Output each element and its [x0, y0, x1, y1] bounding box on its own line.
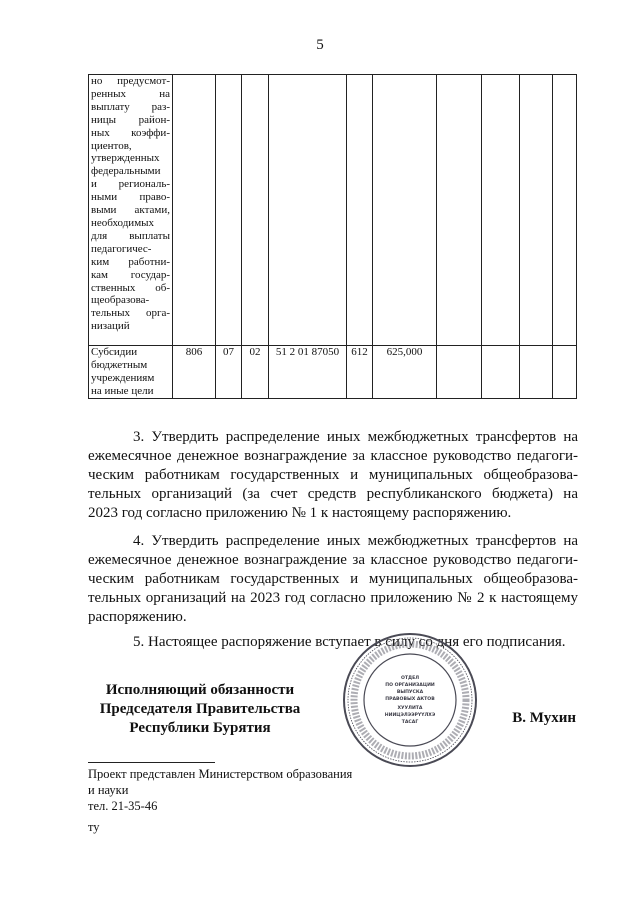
table-cell: [269, 75, 347, 346]
desc-line: ницы район-: [91, 113, 170, 126]
desc-line: кам государ-: [91, 268, 170, 281]
stamp-center-line: ТАСАГ: [401, 720, 419, 725]
table-cell: [520, 346, 553, 399]
desc-line: ким работни-: [91, 255, 170, 268]
table-cell: [242, 75, 269, 346]
paragraph-line: тельных организаций (за счет средств республиканского бюджета) на: [88, 486, 578, 502]
budget-table: [88, 74, 577, 399]
paragraph-line: 3. Утвердить распределение иных межбюджетных трансфертов на: [133, 429, 578, 445]
desc-line: и региональ-: [91, 178, 170, 191]
page-number: 5: [316, 37, 324, 53]
table-cell-amount: 625,000: [373, 346, 437, 399]
table-cell: [520, 75, 553, 346]
table-cell-subsection: 02: [242, 346, 269, 399]
desc-line: циентов,: [91, 139, 132, 152]
desc-line: тельных орга-: [91, 307, 170, 320]
footnote-divider: [88, 762, 215, 763]
desc-line: выми актами,: [91, 204, 170, 217]
table-cell: [482, 346, 520, 399]
desc-line: педагогичес-: [91, 242, 152, 255]
paragraph-line: 5. Настоящее распоряжение вступает в силу со дня его подписания.: [133, 634, 566, 650]
paragraph-line: 2023 год согласно приложению № 1 к настоящему распоряжению.: [88, 505, 512, 521]
table-cell: [437, 346, 482, 399]
desc-line: необходимых: [91, 216, 155, 229]
table-cell-section: 07: [216, 346, 242, 399]
signatory-title-line: Председателя Правительства: [99, 701, 301, 717]
desc-line: ных коэффи-: [91, 126, 170, 139]
stamp-center-line: ПО ОРГАНИЗАЦИИ: [385, 683, 435, 688]
table-cell-target-article: 51 2 01 87050: [269, 346, 347, 399]
signatory-name: В. Мухин: [512, 710, 576, 726]
signatory-title-line: Исполняющий обязанности: [105, 682, 295, 698]
paragraph-line: 4. Утвердить распределение иных межбюджетных трансфертов на: [133, 533, 578, 549]
desc-line: ственных об-: [91, 281, 170, 294]
paragraph-3: [88, 428, 578, 523]
desc-line: выплату раз-: [91, 100, 170, 113]
table-row: [89, 346, 577, 399]
footnote-line: тел. 21-35-46: [88, 799, 158, 813]
table-cell: [373, 75, 437, 346]
paragraph-line: тельных организаций на 2023 год согласно приложению № 2 к настоящему: [88, 590, 578, 606]
stamp-center-line: ОТДЕЛ: [400, 676, 420, 681]
desc-line: для выплаты: [91, 229, 170, 242]
desc-line: Субсидии: [91, 346, 138, 358]
paragraph-line: распоряжению.: [88, 609, 187, 625]
paragraph-line: ческим работникам государственных и муниципальных общеобразова-: [88, 467, 578, 483]
table-cell: [553, 75, 577, 346]
table-cell: [482, 75, 520, 346]
footnote: [88, 766, 352, 814]
paragraph-line: ческим работникам государственных и муниципальных общеобразова-: [88, 571, 578, 587]
row-description: [89, 75, 173, 346]
footnote-line: Проект представлен Министерством образования: [88, 767, 353, 781]
table-cell: [437, 75, 482, 346]
desc-line: учреждениям: [91, 371, 155, 384]
desc-line: но предусмот-: [91, 75, 170, 87]
paragraph-line: ежемесячное денежное вознаграждение за классное руководство педагоги-: [88, 448, 578, 464]
stamp-center-line: НИИЦЭЛЭЭРҮҮЛХЭ: [384, 713, 436, 718]
desc-line: бюджетным: [91, 358, 148, 371]
paragraph-5: [88, 633, 578, 652]
official-stamp: [340, 630, 480, 770]
table-cell-expense-type: 612: [347, 346, 373, 399]
row-description: [89, 346, 173, 399]
desc-line: ренных на: [91, 87, 170, 100]
table-cell: [553, 346, 577, 399]
desc-line: на иные цели: [91, 384, 154, 397]
stamp-center-line: ПРАВОВЫХ АКТОВ: [385, 697, 435, 702]
desc-line: щеобразова-: [91, 294, 150, 307]
paragraph-line: ежемесячное денежное вознаграждение за классное руководство педагоги-: [88, 552, 578, 568]
stamp-center-line: ХУУЛИТА: [397, 706, 423, 711]
paragraph-4: [88, 532, 578, 627]
executor-initials: ту: [88, 820, 100, 834]
table-cell: [173, 75, 216, 346]
table-cell: [347, 75, 373, 346]
desc-line: федеральными: [91, 165, 161, 178]
desc-line: ными право-: [91, 191, 170, 204]
signatory-title-line: Республики Бурятия: [129, 720, 271, 736]
table-cell: [216, 75, 242, 346]
desc-line: низаций: [91, 320, 130, 333]
footnote-line: и науки: [88, 783, 129, 797]
signatory-title: [90, 681, 310, 738]
table-cell-department: 806: [173, 346, 216, 399]
desc-line: утвержденных: [91, 152, 160, 165]
table-row: [89, 75, 577, 346]
stamp-center-line: ВЫПУСКА: [396, 690, 424, 695]
